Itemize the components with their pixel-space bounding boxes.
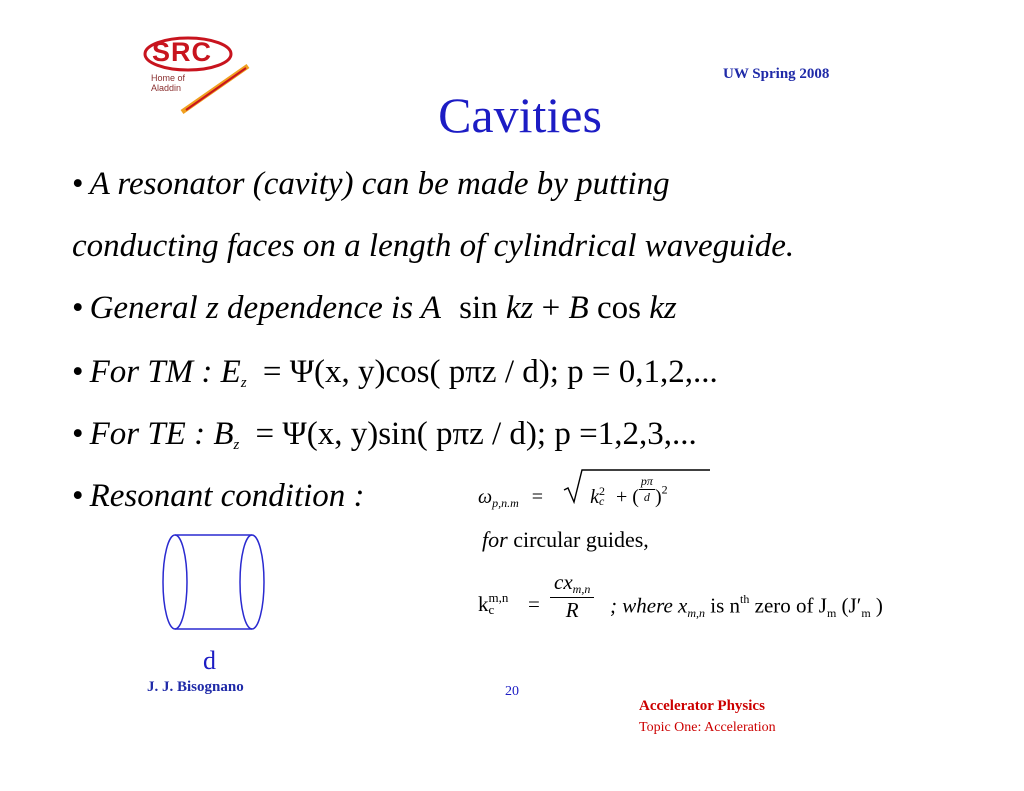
b2-plus: + [541,290,561,326]
bullet-4-formula: = Ψ(x, y)sin( pπz / d); p =1,2,3,... [255,416,697,452]
b2-a: A [420,290,441,326]
bullet-dot: • [72,290,84,326]
frac-den: d [643,490,650,504]
frac-num: pπ [640,474,653,488]
cavity-diagram [160,530,270,634]
kc-eq: = [528,592,540,616]
close-paren: ) [654,486,662,508]
diagram-label-d: d [203,646,216,675]
kc-sub: c [488,602,495,617]
cx-num: cx [554,570,573,594]
bullet-line-1b [72,226,794,266]
bullet-3-prefix: For TM : E [89,354,241,390]
b2-kz1: kz [505,290,534,326]
bullet-line-4 [72,414,697,465]
zero-of: zero of J [749,593,827,618]
bullet-4-sub: z [233,437,240,454]
bullet-line-1 [72,164,670,204]
course-term: UW Spring 2008 [723,66,830,82]
logo-tagline-1: Home of [151,73,186,83]
omega: ω [478,486,493,508]
bullet-1-text-cont: conducting faces on a length of cylindrical waveguide. [72,228,795,264]
k-sup: 2 [598,484,605,498]
page-title: Cavities [438,87,602,143]
circular-guides-line [482,527,649,553]
logo-tagline-2: Aladdin [151,83,182,93]
where: ; where x [610,593,688,618]
logo-text: SRC [152,37,213,67]
resonance-formula [478,474,668,511]
for-word: for [482,527,508,552]
bullet-1-text: A resonator (cavity) can be made by putting [89,166,670,202]
cx-den: R [565,598,579,623]
plus-paren: + ( [615,486,639,508]
omega-sub: p,n.m [492,496,519,511]
course-name: Accelerator Physics [639,698,765,714]
k-sub: c [598,494,605,508]
kc-sup: m,n [488,590,509,605]
square: 2 [661,482,668,497]
jprime-sub: m [861,605,871,620]
author: J. J. Bisognano [147,679,244,695]
b2-b: B [568,290,589,326]
bullet-dot: • [72,354,84,390]
is-n: is n [705,593,741,618]
bullet-dot: • [72,478,84,514]
page-number: 20 [505,684,519,699]
bullet-5-text: Resonant condition : [89,478,365,514]
jm-sub: m [826,605,837,620]
bullet-2-text: General z dependence is [89,290,421,326]
eq-sign: = [531,486,544,508]
bullet-line-2 [72,288,677,328]
kc: k [478,592,489,616]
close: ) [870,593,883,618]
circular-guides: circular guides, [507,527,649,552]
cx-sub: m,n [572,582,591,597]
b2-cos: cos [596,290,641,326]
bullet-3-sub: z [240,375,247,392]
b2-sin: sin [459,290,498,326]
topic: Topic One: Acceleration [639,720,776,735]
bullet-dot: • [72,416,84,452]
bullet-line-5 [72,476,365,516]
bullet-4-prefix: For TE : B [89,416,234,452]
k: k [590,486,599,508]
th: th [740,592,750,606]
bullet-3-formula: = Ψ(x, y)cos( pπz / d); p = 0,1,2,... [262,354,718,390]
jprime: (J′ [836,593,862,618]
bullet-dot: • [72,166,84,202]
where-sub: m,n [687,605,706,620]
b2-kz2: kz [649,290,677,326]
bullet-line-3 [72,352,718,403]
sqrt-sign [562,468,712,508]
